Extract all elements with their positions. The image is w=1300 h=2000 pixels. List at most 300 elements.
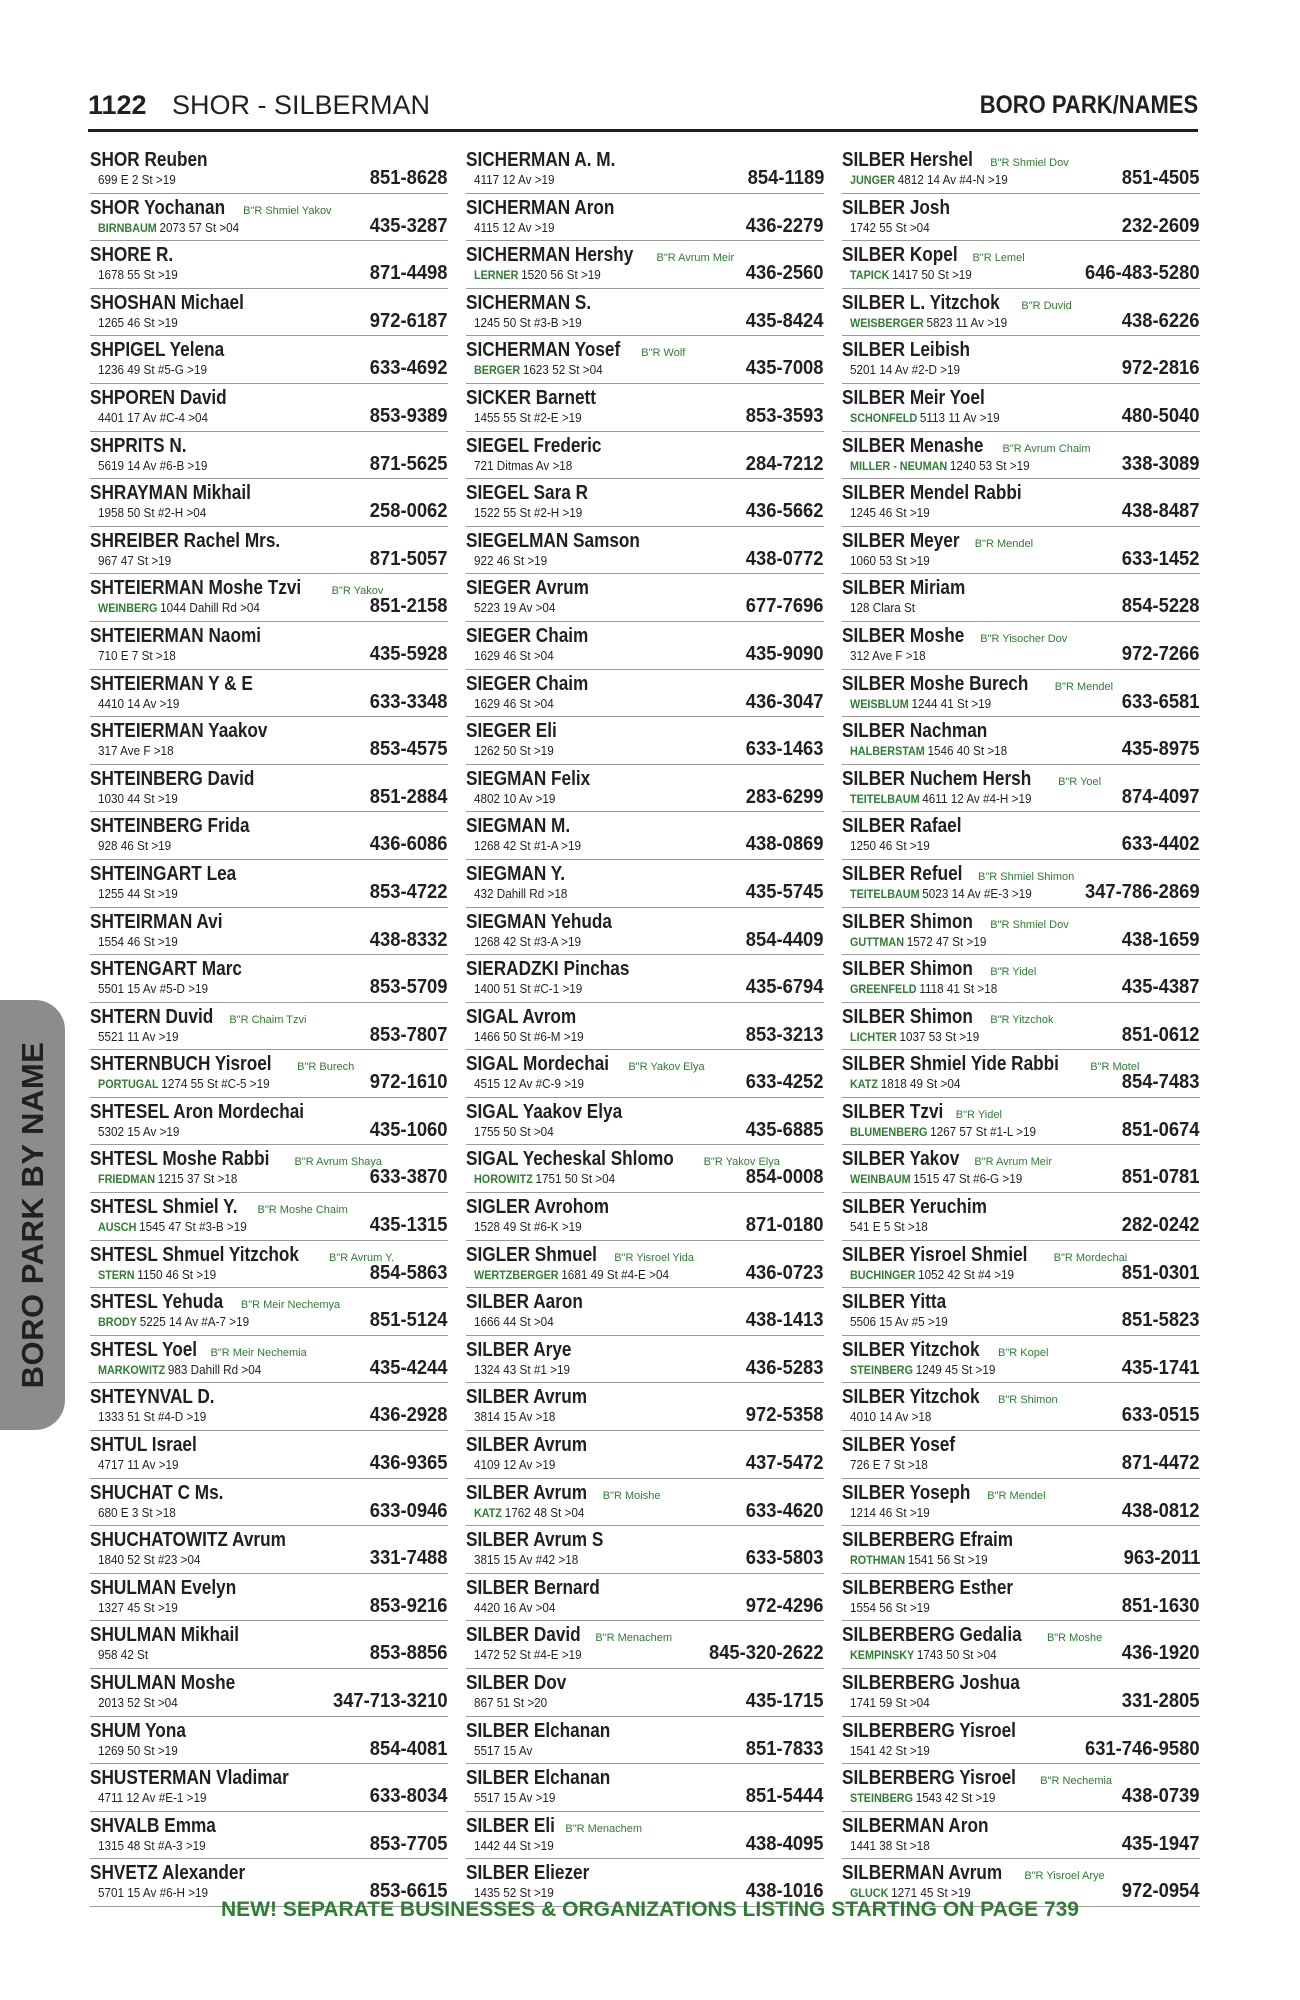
listing-name: SHTEIERMAN Y & E [90, 672, 253, 695]
page-number: 1122 [88, 90, 147, 120]
listing-entry [842, 1621, 1200, 1669]
listing-entry [90, 1431, 448, 1479]
listing-parent-name: B"R Yisocher Dov [980, 632, 1068, 645]
listing-name: SHVALB Emma [90, 1814, 216, 1837]
listing-maiden-name: JUNGER [850, 173, 896, 187]
listing-name: SILBER Refuel [842, 862, 963, 885]
listing-phone: 871-4498 [370, 262, 448, 285]
listing-address: 1030 44 St >19 [98, 790, 178, 806]
listing-entry [842, 1574, 1200, 1622]
listing-phone: 347-786-2869 [1085, 880, 1200, 903]
listing-name-line [90, 625, 289, 649]
listing-address: 317 Ave F >18 [98, 743, 174, 759]
listing-name: SILBER Moshe [842, 624, 965, 647]
listing-address: 1528 49 St #6-K >19 [474, 1219, 582, 1235]
listing-phone: 633-4252 [746, 1071, 824, 1094]
listing-address: 1236 49 St #5-G >19 [98, 362, 207, 378]
listing-name-line [90, 1577, 260, 1601]
listing-address: 710 E 7 St >18 [98, 647, 176, 663]
listing-address: 1060 53 St >19 [850, 552, 930, 568]
listing-column-2 [466, 146, 824, 1907]
listing-maiden-name: AUSCH [98, 1220, 137, 1235]
listing-phone: 851-0301 [1122, 1261, 1200, 1284]
listing-maiden-name: STERN [98, 1267, 135, 1282]
listing-name: SIEGER Avrum [466, 577, 589, 600]
listing-address-line [850, 266, 972, 284]
listing-name-line [842, 577, 985, 601]
listing-address-line [474, 933, 581, 950]
listing-entry [90, 908, 448, 956]
listing-parent-name: B"R Avrum Meir [656, 252, 735, 265]
listing-address: 1327 45 St >19 [98, 1599, 178, 1615]
listing-address-line [98, 1599, 178, 1616]
listing-name: SILBER Shimon [842, 958, 973, 981]
listing-name-line [842, 1577, 1041, 1601]
listing-name: SILBER Shmiel Yide Rabbi [842, 1053, 1059, 1076]
listing-address: 1324 43 St #1 >19 [474, 1361, 570, 1377]
listing-phone: 631-746-9580 [1085, 1737, 1200, 1760]
listing-name: SILBER Eli [466, 1814, 555, 1837]
listing-address: 1052 42 St #4 >19 [918, 1266, 1015, 1282]
listing-name-line [842, 1196, 1011, 1220]
listing-address: 432 Dahill Rd >18 [474, 885, 568, 901]
listing-name-line [842, 720, 1011, 744]
listing-address: 726 E 7 St >18 [850, 1457, 928, 1473]
listing-name: SHORE R. [90, 244, 174, 267]
listing-name: SILBER Hershel [842, 149, 973, 171]
listing-name: SILBER Nuchem Hersh [842, 767, 1032, 790]
listing-maiden-name: WEINBERG [98, 601, 158, 616]
listing-phone: 435-6794 [746, 976, 824, 999]
listing-phone: 435-8424 [746, 309, 824, 332]
listing-parent-name: B"R Yakov [331, 585, 384, 598]
listing-address: 1037 53 St >19 [899, 1028, 980, 1044]
listing-address-line [474, 790, 555, 807]
listing-address-line [98, 599, 260, 617]
listing-address: 1268 42 St #1-A >19 [474, 838, 582, 854]
listing-address-line [98, 885, 178, 902]
listing-entry [90, 194, 448, 242]
listing-name: SIEGER Eli [466, 720, 557, 743]
listing-address: 1515 47 St #6-G >19 [913, 1171, 1023, 1187]
listing-address: 312 Ave F >18 [850, 647, 926, 663]
listing-phone: 851-8628 [370, 167, 448, 189]
listing-entry [466, 717, 824, 765]
listing-address-line [850, 1837, 930, 1854]
listing-entry [90, 146, 448, 194]
listing-entry [842, 622, 1200, 670]
listing-name-line [466, 863, 581, 887]
listing-phone: 435-6885 [746, 1118, 824, 1141]
listing-name-line [842, 1720, 1044, 1744]
listing-entry [466, 622, 824, 670]
listing-address-line [474, 361, 603, 379]
listing-address-line [850, 361, 960, 378]
listing-name: SILBER Mendel Rabbi [842, 482, 1022, 505]
listing-name-line [842, 1434, 974, 1458]
listing-address-line [850, 1170, 1022, 1188]
listing-address-line [98, 933, 178, 950]
listing-address: 1623 52 St >04 [522, 362, 603, 378]
listing-phone: 854-5228 [1122, 595, 1200, 618]
listing-phone: 851-0781 [1122, 1166, 1200, 1189]
listing-address-line [850, 409, 1000, 427]
listing-phone: 851-1630 [1122, 1594, 1200, 1617]
listing-address-line [850, 1551, 988, 1569]
listing-entry [466, 241, 824, 289]
listing-name: SILBERBERG Joshua [842, 1672, 1020, 1694]
listing-address-line [474, 1028, 584, 1045]
listing-phone: 854-7483 [1122, 1071, 1200, 1094]
listing-name: SILBER Yakov [842, 1148, 960, 1171]
listing-address-line [98, 1646, 148, 1663]
listing-address-line [850, 219, 930, 236]
listing-name-line [466, 1434, 607, 1458]
listing-address-line [850, 1694, 930, 1711]
listing-address-line [850, 1408, 931, 1425]
listing-parent-name: B"R Avrum Meir [974, 1156, 1053, 1169]
listing-address-line [98, 647, 176, 664]
listing-phone: 851-4505 [1122, 167, 1200, 189]
listing-name-line [90, 1386, 235, 1410]
listing-maiden-name: KATZ [850, 1077, 878, 1092]
listing-parent-name: B"R Mordechai [1053, 1251, 1128, 1264]
listing-address-line [474, 1789, 555, 1806]
listing-address-line [850, 457, 1030, 475]
listing-address: 1240 53 St >19 [949, 457, 1030, 473]
listing-entry [90, 717, 448, 765]
listing-name-line [90, 339, 246, 363]
listing-address: 680 E 3 St >18 [98, 1504, 176, 1520]
listing-address: 4109 12 Av >19 [474, 1457, 556, 1473]
listing-address: 699 E 2 St >19 [98, 172, 176, 187]
listing-address: 922 46 St >19 [474, 552, 548, 568]
listing-name: SILBER Elchanan [466, 1767, 611, 1790]
listing-name-line [466, 673, 608, 697]
listing-name: SHULMAN Mikhail [90, 1624, 240, 1647]
listing-name-line [842, 1291, 963, 1315]
listing-address-line [98, 1123, 179, 1140]
listing-maiden-name: WEISBLUM [850, 696, 909, 711]
listing-phone: 436-5283 [746, 1356, 824, 1379]
listing-entry [90, 527, 448, 575]
listing-address: 1262 50 St >19 [474, 743, 554, 759]
listing-name-line [466, 387, 617, 411]
listing-parent-name: B"R Menachem [565, 1822, 643, 1835]
listing-address: 1629 46 St >04 [474, 647, 554, 663]
listing-address: 4115 12 Av >19 [474, 219, 555, 235]
listing-maiden-name: HALBERSTAM [850, 744, 925, 759]
listing-address: 1265 46 St >19 [98, 314, 178, 330]
listing-address-line [850, 171, 1008, 189]
listing-name: SILBERBERG Gedalia [842, 1624, 1022, 1647]
listing-column-3 [842, 146, 1200, 1907]
listing-entry [466, 765, 824, 813]
listing-address-line [474, 1408, 555, 1425]
listing-name: SIEGMAN M. [466, 815, 571, 838]
listing-name: SHTEINGART Lea [90, 862, 237, 885]
listing-name-line [90, 1720, 202, 1744]
listing-phone: 331-2805 [1122, 1690, 1200, 1712]
listing-entry [842, 1764, 1200, 1812]
listing-address-line [850, 885, 1032, 903]
listing-entry [466, 670, 824, 718]
listing-phone: 972-2816 [1122, 357, 1200, 380]
listing-name-line [90, 1529, 318, 1553]
listing-name: SIEGER Chaim [466, 624, 589, 647]
listing-address: 5619 14 Av #6-B >19 [98, 457, 208, 473]
listing-name: SILBER Josh [842, 196, 950, 219]
listing-name: SILBER Miriam [842, 577, 966, 600]
listing-maiden-name: TEITELBAUM [850, 886, 920, 901]
listing-entry [466, 908, 824, 956]
listing-name-line [466, 1339, 589, 1363]
listing-entry [466, 289, 824, 337]
listing-address: 1541 42 St >19 [850, 1742, 930, 1758]
listing-entry [466, 1050, 824, 1098]
listing-maiden-name: BERGER [474, 363, 521, 378]
listing-entry [842, 432, 1200, 480]
listing-phone: 436-2279 [746, 214, 824, 237]
listing-entry [90, 860, 448, 908]
listing-address: 1572 47 St >19 [906, 933, 987, 949]
listing-maiden-name: ROTHMAN [850, 1553, 906, 1568]
listing-address-line [98, 314, 178, 331]
listing-name: SIEGER Chaim [466, 672, 589, 695]
listing-phone: 854-5863 [370, 1261, 448, 1284]
listing-phone: 436-9365 [370, 1452, 448, 1475]
listing-name: SILBER Dov [466, 1672, 567, 1694]
listing-name: SIEGEL Sara R [466, 482, 589, 505]
listing-address-line [98, 1551, 200, 1568]
listing-parent-name: B"R Burech [297, 1061, 355, 1074]
listing-phone: 258-0062 [370, 500, 448, 523]
listing-parent-name: B"R Moshe Chaim [257, 1204, 348, 1217]
listing-name: SHUSTERMAN Vladimar [90, 1767, 289, 1790]
listing-entry [90, 1574, 448, 1622]
listing-entry [90, 765, 448, 813]
listing-address: 958 42 St [98, 1647, 149, 1663]
page-range: SHOR - SILBERMAN [172, 90, 431, 120]
listing-name: SHTUL Israel [90, 1434, 197, 1457]
listing-name: SHTERNBUCH Yisroel [90, 1053, 272, 1076]
listing-address: 1629 46 St >04 [474, 695, 554, 711]
listing-address-line [850, 314, 1007, 332]
listing-address: 1742 55 St >04 [850, 219, 930, 235]
listing-parent-name: B"R Mendel [1054, 680, 1114, 693]
listing-name-line [90, 1767, 321, 1791]
listing-entry [90, 1383, 448, 1431]
listing-parent-name: B"R Lemel [972, 252, 1025, 265]
listing-name: SILBER Bernard [466, 1576, 600, 1599]
listing-name: SIGAL Yecheskal Shlomo [466, 1148, 674, 1171]
listing-address-line [98, 409, 208, 426]
listing-name-line [90, 149, 227, 173]
listing-phone: 282-0242 [1122, 1214, 1200, 1237]
listing-address-line [98, 171, 176, 188]
listing-name: SILBER Avrum S [466, 1529, 604, 1552]
listing-name-line [90, 815, 276, 839]
listing-phone: 438-4095 [746, 1832, 824, 1855]
listing-address-line [98, 1456, 179, 1473]
listing-address: 928 46 St >19 [98, 838, 172, 854]
listing-phone: 438-8487 [1122, 500, 1200, 523]
listing-parent-name: B"R Duvid [1021, 299, 1072, 312]
listing-parent-name: B"R Mendel [974, 537, 1034, 550]
listing-phone: 438-1659 [1122, 928, 1200, 951]
listing-phone: 853-7705 [370, 1832, 448, 1855]
listing-name-line [842, 339, 991, 363]
listing-phone: 438-1413 [746, 1309, 824, 1332]
listing-address-line [474, 1218, 582, 1235]
listing-address: 1755 50 St >04 [474, 1123, 554, 1139]
listing-address-line [850, 1646, 997, 1664]
listing-entry [842, 527, 1200, 575]
listing-phone: 283-6299 [746, 785, 824, 808]
listing-name: SHOR Reuben [90, 149, 208, 171]
listing-address-line [474, 1646, 582, 1663]
listing-parent-name: B"R Shmiel Dov [990, 157, 1069, 169]
listing-name-line [90, 1862, 270, 1886]
listing-name: SIGLER Shmuel [466, 1243, 597, 1266]
listing-phone: 972-5358 [746, 1404, 824, 1427]
listing-entry [90, 289, 448, 337]
listing-phone: 436-6086 [370, 833, 448, 856]
listing-name: SILBER Avrum [466, 1481, 588, 1504]
listing-address: 128 Clara St [850, 600, 916, 616]
listing-entry [466, 812, 824, 860]
listing-address: 1150 46 St >19 [137, 1266, 217, 1282]
listing-entry [842, 574, 1200, 622]
listing-address-line [474, 742, 554, 759]
listing-address: 4711 12 Av #E-1 >19 [98, 1790, 207, 1806]
listing-name-line [90, 911, 244, 935]
listing-address: 3814 15 Av >18 [474, 1409, 556, 1425]
listing-parent-name: B"R Mendel [987, 1489, 1046, 1502]
listing-parent-name: B"R Shmiel Dov [990, 918, 1069, 931]
listing-address-line [474, 1694, 547, 1711]
listing-address: 1958 50 St #2-H >04 [98, 505, 207, 521]
listing-entry [466, 1431, 824, 1479]
listing-name: SILBER Tzvi [842, 1100, 944, 1123]
listing-address-line [474, 1742, 532, 1759]
listing-name: SHREIBER Rachel Mrs. [90, 529, 281, 552]
listing-address: 5506 15 Av #5 >19 [850, 1314, 948, 1330]
listing-entry [466, 860, 824, 908]
listing-name: SILBER Shimon [842, 1005, 973, 1028]
listing-name: SILBERBERG Efraim [842, 1529, 1014, 1552]
listing-name: SIEGELMAN Samson [466, 529, 640, 552]
listing-parent-name: B"R Yisroel Arye [1024, 1870, 1105, 1883]
listing-address-line [474, 837, 581, 854]
listing-name: SIEGEL Frederic [466, 434, 602, 457]
listing-phone: 851-7833 [746, 1737, 824, 1760]
listing-name: SHULMAN Evelyn [90, 1576, 237, 1599]
listing-address: 1466 50 St #6-M >19 [474, 1028, 584, 1044]
listing-address-line [474, 1313, 554, 1330]
listing-maiden-name: HOROWITZ [474, 1172, 533, 1187]
listing-name: SHTEIERMAN Yaakov [90, 720, 268, 743]
listing-entry [466, 479, 824, 527]
listing-maiden-name: TAPICK [850, 268, 890, 283]
listing-column-1 [90, 146, 448, 1907]
listing-address-line [850, 1313, 948, 1330]
listing-address-line [98, 219, 239, 237]
listing-name: SHTENGART Marc [90, 958, 242, 981]
listing-address-line [98, 837, 171, 854]
listing-name: SILBERBERG Esther [842, 1576, 1014, 1599]
listing-entry [842, 1336, 1200, 1384]
listing-name-line [90, 387, 249, 411]
listing-name: SIGAL Avrom [466, 1005, 577, 1028]
listing-entry [466, 527, 824, 575]
listing-address: 5023 14 Av #E-3 >19 [922, 885, 1032, 901]
listing-maiden-name: BRODY [98, 1315, 138, 1330]
listing-address: 1840 52 St #23 >04 [98, 1552, 201, 1568]
listing-phone: 633-0515 [1122, 1404, 1200, 1427]
listing-phone: 972-4296 [746, 1594, 824, 1617]
listing-entry [90, 670, 448, 718]
listing-entry [90, 1003, 448, 1051]
listing-name: SHUM Yona [90, 1719, 186, 1742]
listing-phone: 435-4244 [370, 1356, 448, 1379]
listing-address-line [98, 1408, 206, 1425]
listing-name-line [90, 1434, 214, 1458]
listing-name: SHRAYMAN Mikhail [90, 482, 251, 505]
listing-entry [842, 1669, 1200, 1717]
listing-entry [466, 1526, 824, 1574]
listing-entry [90, 479, 448, 527]
listing-address-line [98, 552, 171, 569]
listing-address-line [98, 1218, 247, 1236]
listing-phone: 436-1920 [1122, 1642, 1200, 1665]
listing-entry [842, 1241, 1200, 1289]
listing-entry [466, 194, 824, 242]
listing-name: SICHERMAN S. [466, 291, 592, 314]
listing-name: SILBER Avrum [466, 1434, 588, 1457]
listing-address-line [850, 1028, 979, 1046]
listing-address-line [474, 171, 555, 188]
listing-address-line [98, 1313, 249, 1331]
listing-entry [90, 1288, 448, 1336]
listing-phone: 331-7488 [370, 1547, 448, 1570]
listing-name: SILBER Yisroel Shmiel [842, 1243, 1028, 1266]
listing-address-line [98, 695, 179, 712]
listing-address: 1435 52 St >19 [474, 1885, 554, 1901]
listing-address: 1666 44 St >04 [474, 1314, 554, 1330]
listing-address: 1044 Dahill Rd >04 [160, 600, 260, 616]
listing-parent-name: B"R Chaim Tzvi [229, 1013, 307, 1026]
listing-address: 1546 40 St >18 [927, 743, 1008, 759]
listing-phone: 480-5040 [1122, 404, 1200, 427]
listing-name: SHTESEL Aron Mordechai [90, 1100, 305, 1123]
listing-parent-name: B"R Yakov Elya [703, 1156, 780, 1169]
listing-name: SILBER Eliezer [466, 1862, 590, 1885]
listing-phone: 633-3348 [370, 690, 448, 713]
listing-name: SIEGMAN Felix [466, 767, 591, 790]
listing-name: SHPOREN David [90, 386, 227, 409]
listing-name-line [842, 387, 1008, 411]
listing-address: 967 47 St >19 [98, 552, 172, 568]
listing-entry [466, 1193, 824, 1241]
listing-name-line [842, 482, 1051, 506]
listing-entry [466, 1764, 824, 1812]
listing-parent-name: B"R Kopel [998, 1346, 1049, 1359]
listing-name: SICHERMAN Aron [466, 196, 615, 219]
listing-name-line [90, 1624, 263, 1648]
listing-phone: 347-713-3210 [333, 1690, 448, 1712]
listing-name-line [466, 1101, 648, 1125]
